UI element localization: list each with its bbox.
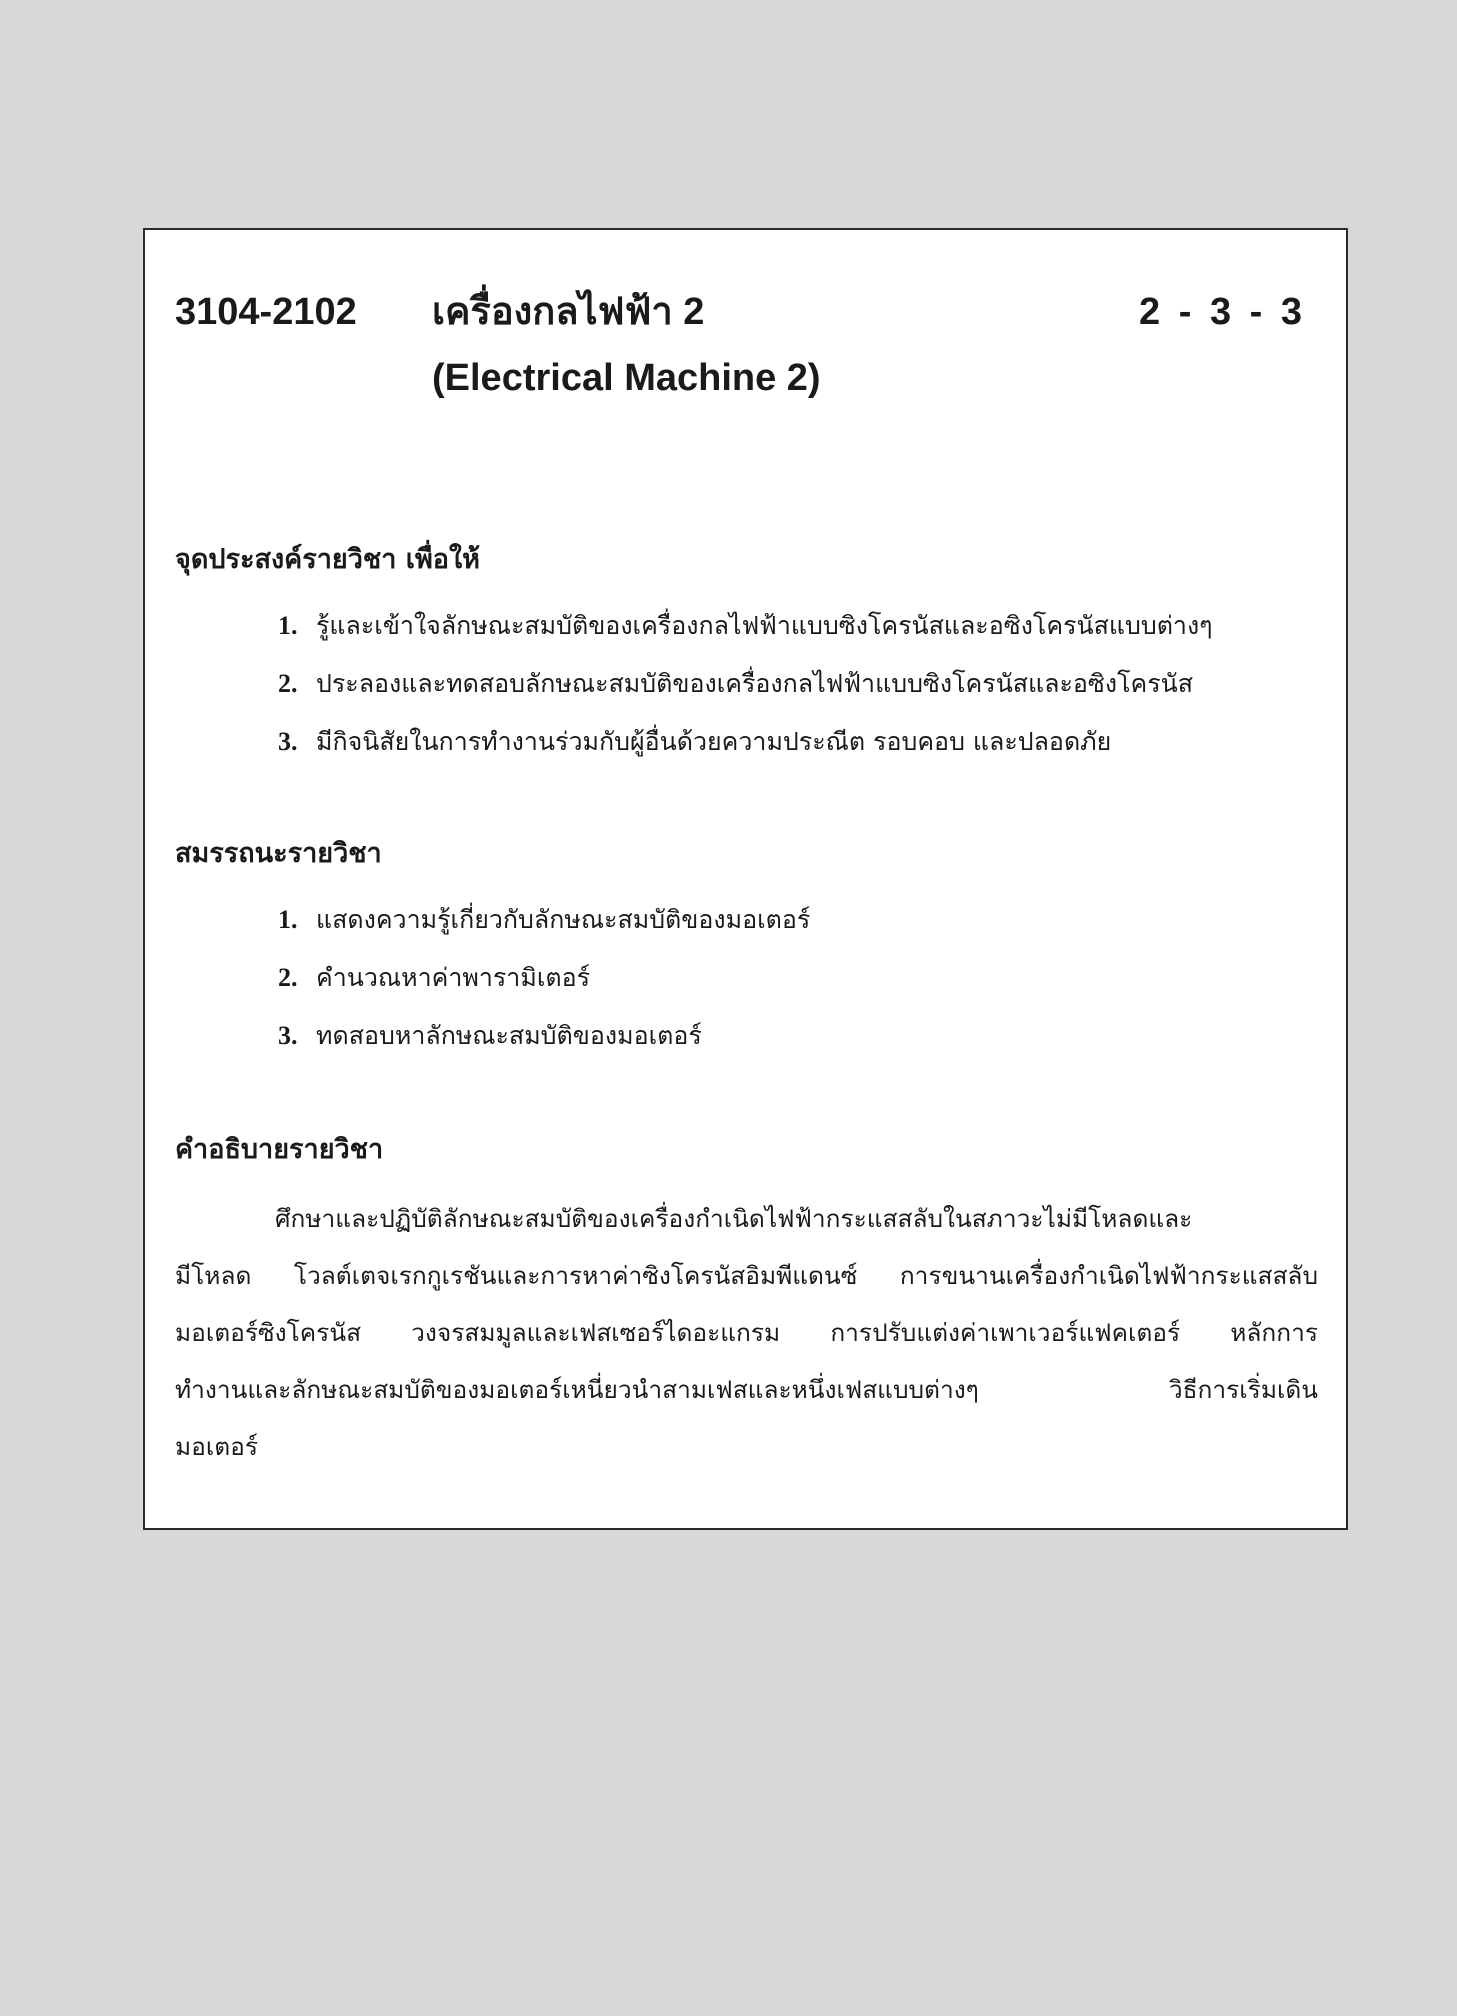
list-item-number: 1.	[278, 905, 298, 934]
objectives-list	[278, 608, 1213, 782]
course-title-block	[432, 288, 821, 402]
list-item	[278, 960, 810, 1018]
description-line: มีโหลด โวลต์เตจเรกกูเรชันและการหาค่าซิงโครนัสอิมพีแดนซ์ การขนานเครื่องกำเนิดไฟฟ้ากระแสสลับ	[175, 1261, 1318, 1290]
list-item-number: 2.	[278, 669, 298, 698]
description-heading: คำอธิบายรายวิชา	[175, 1134, 384, 1165]
objectives-heading: จุดประสงค์รายวิชา เพื่อให้	[175, 544, 480, 575]
list-item	[278, 724, 1213, 782]
course-card	[143, 228, 1348, 1530]
course-title-thai: เครื่องกลไฟฟ้า 2	[432, 291, 705, 333]
list-item	[278, 608, 1213, 666]
list-item-number: 3.	[278, 1021, 298, 1050]
list-item	[278, 666, 1213, 724]
description-line: มอเตอร์	[175, 1432, 259, 1461]
list-item-text: รู้และเข้าใจลักษณะสมบัติของเครื่องกลไฟฟ้าแบบซิงโครนัสและอซิงโครนัสแบบต่างๆ	[316, 611, 1213, 640]
description-line: มอเตอร์ซิงโครนัส วงจรสมมูลและเฟสเซอร์ไดอะแกรม การปรับแต่งค่าเพาเวอร์แฟคเตอร์ หลักการ	[175, 1318, 1318, 1347]
list-item-text: ทดสอบหาลักษณะสมบัติของมอเตอร์	[316, 1021, 702, 1050]
list-item-number: 1.	[278, 611, 298, 640]
course-title-english: (Electrical Machine 2)	[432, 357, 821, 399]
list-item-text: มีกิจนิสัยในการทำงานร่วมกับผู้อื่นด้วยความประณีต รอบคอบ และปลอดภัย	[316, 727, 1112, 756]
competencies-list	[278, 902, 810, 1076]
description-line: ศึกษาและปฏิบัติลักษณะสมบัติของเครื่องกำเนิดไฟฟ้ากระแสสลับในสภาวะไม่มีโหลดและ	[275, 1204, 1193, 1233]
list-item-number: 2.	[278, 963, 298, 992]
course-header	[175, 288, 1302, 408]
list-item	[278, 1018, 810, 1076]
description-line: ทำงานและลักษณะสมบัติของมอเตอร์เหนี่ยวนำสามเฟสและหนึ่งเฟสแบบต่างๆ วิธีการเริ่มเดิน	[175, 1375, 1318, 1404]
course-credits: 2 - 3 - 3	[1139, 291, 1302, 333]
list-item-text: ประลองและทดสอบลักษณะสมบัติของเครื่องกลไฟฟ้าแบบซิงโครนัสและอซิงโครนัส	[316, 669, 1194, 698]
list-item	[278, 902, 810, 960]
list-item-text: แสดงความรู้เกี่ยวกับลักษณะสมบัติของมอเตอร์	[316, 905, 811, 934]
course-code: 3104-2102	[175, 291, 357, 333]
competencies-heading: สมรรถนะรายวิชา	[175, 838, 382, 869]
list-item-number: 3.	[278, 727, 298, 756]
course-description	[175, 1190, 1318, 1475]
list-item-text: คำนวณหาค่าพารามิเตอร์	[316, 963, 591, 992]
